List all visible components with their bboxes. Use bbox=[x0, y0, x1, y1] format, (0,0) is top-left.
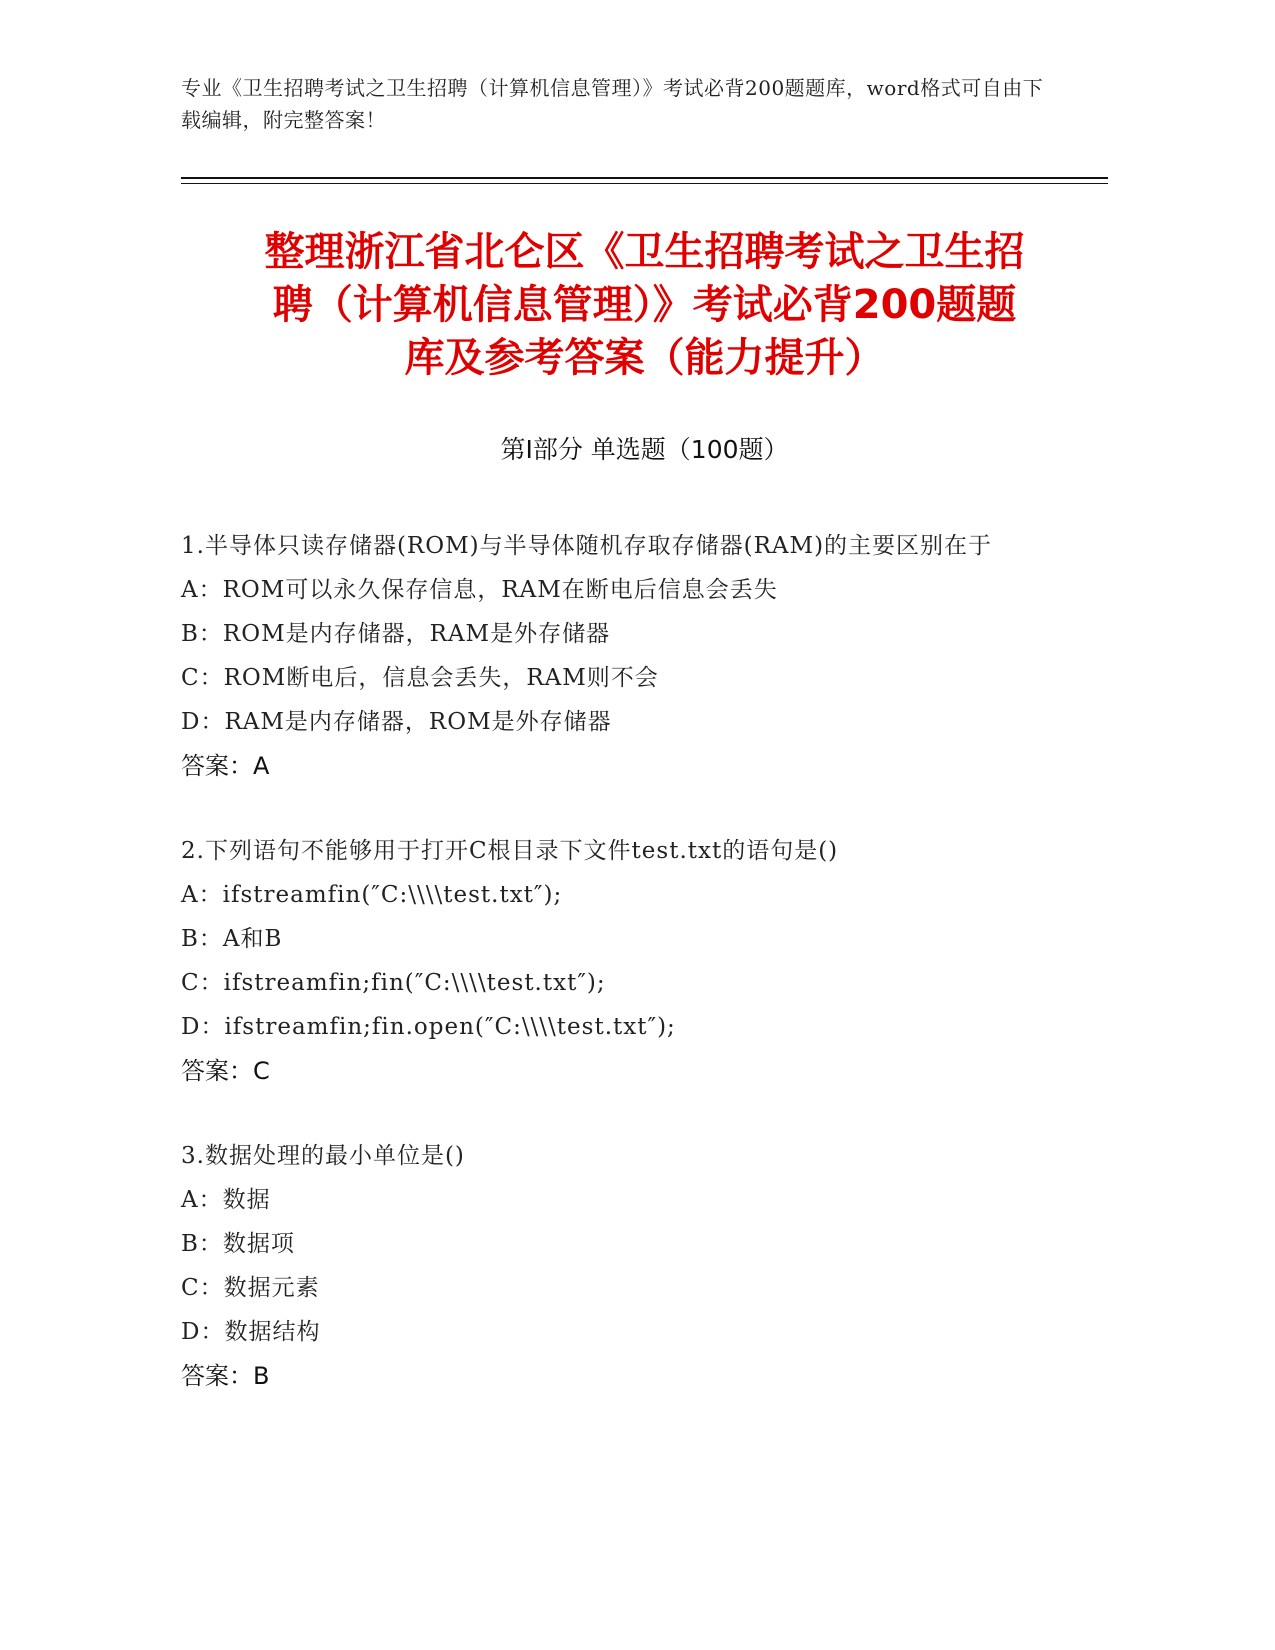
option-b: B：A和B bbox=[181, 926, 283, 952]
option-c: C：ROM断电后，信息会丢失，RAM则不会 bbox=[181, 665, 659, 691]
option-a: A：ROM可以永久保存信息，RAM在断电后信息会丢失 bbox=[181, 577, 778, 603]
option-d: D：ifstreamfin;fin.open(″C:\\\\test.txt″); bbox=[181, 1014, 676, 1040]
option-c: C：数据元素 bbox=[181, 1275, 320, 1301]
question-stem: 1.半导体只读存储器(ROM)与半导体随机存取存储器(RAM)的主要区别在于 bbox=[181, 533, 993, 559]
option-d: D：RAM是内存储器，ROM是外存储器 bbox=[181, 709, 612, 735]
section-heading: 第Ⅰ部分 单选题（100题） bbox=[500, 435, 789, 464]
question-2 bbox=[181, 829, 1061, 1093]
option-d: D：数据结构 bbox=[181, 1319, 321, 1345]
answer-label: 答案：C bbox=[181, 1057, 270, 1085]
header-divider-thin bbox=[181, 183, 1108, 184]
option-a: A：ifstreamfin(″C:\\\\test.txt″); bbox=[181, 882, 563, 908]
answer-label: 答案：B bbox=[181, 1362, 270, 1390]
question-1 bbox=[181, 524, 1061, 788]
document-header: 专业《卫生招聘考试之卫生招聘（计算机信息管理）》考试必背200题题库，word格式可自由下载编辑，附完整答案！ bbox=[181, 76, 1044, 132]
question-stem: 2.下列语句不能够用于打开C根目录下文件test.txt的语句是() bbox=[181, 838, 839, 864]
document-title bbox=[181, 226, 1108, 385]
question-list bbox=[181, 524, 1061, 1439]
question-3 bbox=[181, 1134, 1061, 1398]
option-a: A：数据 bbox=[181, 1187, 271, 1213]
title-line-2: 聘（计算机信息管理）》考试必背200题题 bbox=[272, 282, 1017, 328]
question-stem: 3.数据处理的最小单位是() bbox=[181, 1143, 465, 1169]
header-divider-thick bbox=[181, 177, 1108, 179]
option-c: C：ifstreamfin;fin(″C:\\\\test.txt″); bbox=[181, 970, 606, 996]
answer-label: 答案：A bbox=[181, 752, 270, 780]
title-line-3: 库及参考答案（能力提升） bbox=[404, 335, 885, 381]
title-line-1: 整理浙江省北仑区《卫生招聘考试之卫生招 bbox=[264, 229, 1025, 275]
option-b: B：ROM是内存储器，RAM是外存储器 bbox=[181, 621, 611, 647]
option-b: B：数据项 bbox=[181, 1231, 295, 1257]
